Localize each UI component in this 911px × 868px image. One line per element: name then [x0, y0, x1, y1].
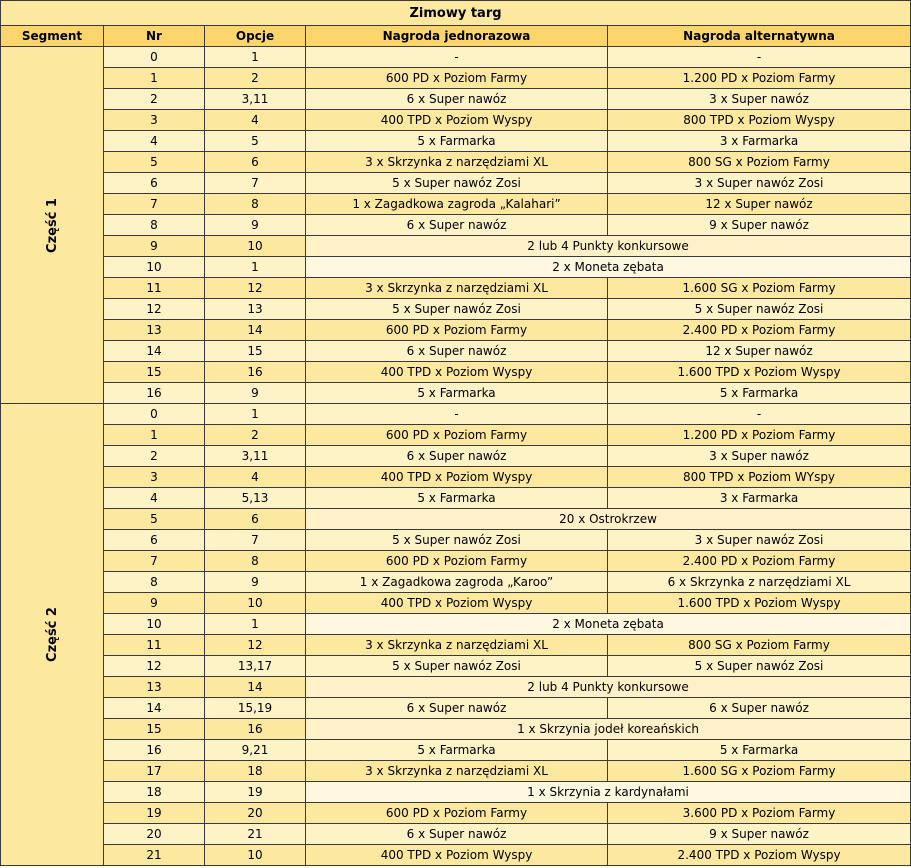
table-row: [1, 509, 911, 530]
merged-reward-cell: 1 x Skrzynia jodeł koreańskich: [306, 719, 911, 740]
nr-cell: 11: [104, 278, 205, 299]
opcje-cell: 6: [205, 509, 306, 530]
opcje-cell: 7: [205, 530, 306, 551]
nr-cell: 0: [104, 404, 205, 425]
nr-cell: 2: [104, 446, 205, 467]
opcje-cell: 21: [205, 824, 306, 845]
table-row: [1, 572, 911, 593]
opcje-cell: 7: [205, 173, 306, 194]
opcje-cell: 16: [205, 719, 306, 740]
table-row: [1, 68, 911, 89]
alternative-reward-cell: -: [608, 47, 911, 68]
alternative-reward-cell: 1.200 PD x Poziom Farmy: [608, 68, 911, 89]
alternative-reward-cell: 2.400 PD x Poziom Farmy: [608, 551, 911, 572]
opcje-cell: 2: [205, 425, 306, 446]
table-row: [1, 677, 911, 698]
alternative-reward-cell: 6 x Super nawóz: [608, 698, 911, 719]
table-row: [1, 824, 911, 845]
alternative-reward-cell: 3 x Super nawóz: [608, 446, 911, 467]
alternative-reward-cell: 1.600 SG x Poziom Farmy: [608, 278, 911, 299]
table-row: [1, 47, 911, 68]
table-row: [1, 194, 911, 215]
opcje-cell: 13: [205, 299, 306, 320]
nr-cell: 5: [104, 509, 205, 530]
one-time-reward-cell: 6 x Super nawóz: [306, 698, 608, 719]
nr-cell: 12: [104, 656, 205, 677]
one-time-reward-cell: 3 x Skrzynka z narzędziami XL: [306, 761, 608, 782]
nr-cell: 15: [104, 362, 205, 383]
table-row: [1, 131, 911, 152]
nr-cell: 1: [104, 425, 205, 446]
table-row: [1, 593, 911, 614]
opcje-cell: 15: [205, 341, 306, 362]
table-row: [1, 530, 911, 551]
one-time-reward-cell: 1 x Zagadkowa zagroda „Kalahari”: [306, 194, 608, 215]
table-row: [1, 467, 911, 488]
one-time-reward-cell: 5 x Super nawóz Zosi: [306, 530, 608, 551]
table-row: [1, 446, 911, 467]
opcje-cell: 16: [205, 362, 306, 383]
one-time-reward-cell: 600 PD x Poziom Farmy: [306, 551, 608, 572]
alternative-reward-cell: 9 x Super nawóz: [608, 215, 911, 236]
merged-reward-cell: 2 x Moneta zębata: [306, 257, 911, 278]
opcje-cell: 3,11: [205, 446, 306, 467]
nr-cell: 4: [104, 488, 205, 509]
nr-cell: 10: [104, 614, 205, 635]
alternative-reward-cell: 12 x Super nawóz: [608, 194, 911, 215]
opcje-cell: 15,19: [205, 698, 306, 719]
one-time-reward-cell: 6 x Super nawóz: [306, 824, 608, 845]
segment-label: Część 1: [44, 197, 60, 253]
nr-cell: 7: [104, 551, 205, 572]
opcje-cell: 9: [205, 383, 306, 404]
table-row: [1, 740, 911, 761]
one-time-reward-cell: 5 x Super nawóz Zosi: [306, 299, 608, 320]
table-row: [1, 215, 911, 236]
table-row: [1, 299, 911, 320]
opcje-cell: 9: [205, 215, 306, 236]
one-time-reward-cell: 400 TPD x Poziom Wyspy: [306, 110, 608, 131]
one-time-reward-cell: 400 TPD x Poziom Wyspy: [306, 467, 608, 488]
segment-label: Część 2: [44, 607, 60, 662]
nr-cell: 7: [104, 194, 205, 215]
opcje-cell: 9: [205, 572, 306, 593]
opcje-cell: 14: [205, 320, 306, 341]
opcje-cell: 4: [205, 110, 306, 131]
header-opcje: Opcje: [205, 26, 306, 47]
title-row: [1, 1, 911, 26]
alternative-reward-cell: 6 x Skrzynka z narzędziami XL: [608, 572, 911, 593]
nr-cell: 6: [104, 173, 205, 194]
opcje-cell: 10: [205, 236, 306, 257]
nr-cell: 0: [104, 47, 205, 68]
alternative-reward-cell: 5 x Farmarka: [608, 740, 911, 761]
nr-cell: 15: [104, 719, 205, 740]
header-alternative-reward: Nagroda alternatywna: [608, 26, 911, 47]
table-row: [1, 614, 911, 635]
opcje-cell: 1: [205, 257, 306, 278]
segment-cell: [1, 404, 104, 866]
one-time-reward-cell: 1 x Zagadkowa zagroda „Karoo”: [306, 572, 608, 593]
one-time-reward-cell: 600 PD x Poziom Farmy: [306, 320, 608, 341]
alternative-reward-cell: 1.200 PD x Poziom Farmy: [608, 425, 911, 446]
nr-cell: 3: [104, 467, 205, 488]
header-nr: Nr: [104, 26, 205, 47]
alternative-reward-cell: 800 SG x Poziom Farmy: [608, 152, 911, 173]
alternative-reward-cell: 1.600 SG x Poziom Farmy: [608, 761, 911, 782]
table-body: [1, 47, 911, 866]
one-time-reward-cell: 5 x Farmarka: [306, 740, 608, 761]
opcje-cell: 6: [205, 152, 306, 173]
table-row: [1, 110, 911, 131]
merged-reward-cell: 2 lub 4 Punkty konkursowe: [306, 236, 911, 257]
table-row: [1, 320, 911, 341]
opcje-cell: 3,11: [205, 89, 306, 110]
nr-cell: 21: [104, 845, 205, 866]
alternative-reward-cell: 9 x Super nawóz: [608, 824, 911, 845]
opcje-cell: 4: [205, 467, 306, 488]
one-time-reward-cell: 5 x Super nawóz Zosi: [306, 656, 608, 677]
one-time-reward-cell: 5 x Farmarka: [306, 488, 608, 509]
opcje-cell: 5,13: [205, 488, 306, 509]
nr-cell: 9: [104, 593, 205, 614]
one-time-reward-cell: 400 TPD x Poziom Wyspy: [306, 593, 608, 614]
nr-cell: 11: [104, 635, 205, 656]
opcje-cell: 10: [205, 593, 306, 614]
alternative-reward-cell: 3 x Farmarka: [608, 488, 911, 509]
table-row: [1, 89, 911, 110]
one-time-reward-cell: 3 x Skrzynka z narzędziami XL: [306, 278, 608, 299]
one-time-reward-cell: 600 PD x Poziom Farmy: [306, 68, 608, 89]
nr-cell: 6: [104, 530, 205, 551]
alternative-reward-cell: 12 x Super nawóz: [608, 341, 911, 362]
table-row: [1, 341, 911, 362]
nr-cell: 3: [104, 110, 205, 131]
one-time-reward-cell: -: [306, 404, 608, 425]
nr-cell: 17: [104, 761, 205, 782]
table-row: [1, 488, 911, 509]
alternative-reward-cell: 3 x Farmarka: [608, 131, 911, 152]
table-row: [1, 635, 911, 656]
one-time-reward-cell: 3 x Skrzynka z narzędziami XL: [306, 635, 608, 656]
merged-reward-cell: 1 x Skrzynia z kardynałami: [306, 782, 911, 803]
opcje-cell: 8: [205, 551, 306, 572]
opcje-cell: 12: [205, 635, 306, 656]
table-row: [1, 152, 911, 173]
table-row: [1, 803, 911, 824]
alternative-reward-cell: 800 TPD x Poziom WYspy: [608, 467, 911, 488]
nr-cell: 9: [104, 236, 205, 257]
alternative-reward-cell: 5 x Farmarka: [608, 383, 911, 404]
one-time-reward-cell: 6 x Super nawóz: [306, 89, 608, 110]
table-row: [1, 719, 911, 740]
nr-cell: 10: [104, 257, 205, 278]
header-segment: Segment: [1, 26, 104, 47]
header-row: [1, 26, 911, 47]
opcje-cell: 19: [205, 782, 306, 803]
one-time-reward-cell: 5 x Super nawóz Zosi: [306, 173, 608, 194]
opcje-cell: 18: [205, 761, 306, 782]
nr-cell: 8: [104, 215, 205, 236]
table-row: [1, 383, 911, 404]
table-row: [1, 278, 911, 299]
opcje-cell: 5: [205, 131, 306, 152]
table-row: [1, 257, 911, 278]
alternative-reward-cell: 1.600 TPD x Poziom Wyspy: [608, 362, 911, 383]
alternative-reward-cell: 800 TPD x Poziom Wyspy: [608, 110, 911, 131]
nr-cell: 13: [104, 677, 205, 698]
alternative-reward-cell: 3 x Super nawóz Zosi: [608, 173, 911, 194]
one-time-reward-cell: 5 x Farmarka: [306, 131, 608, 152]
table-row: [1, 845, 911, 866]
merged-reward-cell: 20 x Ostrokrzew: [306, 509, 911, 530]
opcje-cell: 10: [205, 845, 306, 866]
nr-cell: 20: [104, 824, 205, 845]
nr-cell: 4: [104, 131, 205, 152]
opcje-cell: 20: [205, 803, 306, 824]
table-row: [1, 425, 911, 446]
nr-cell: 18: [104, 782, 205, 803]
alternative-reward-cell: 3 x Super nawóz Zosi: [608, 530, 911, 551]
nr-cell: 13: [104, 320, 205, 341]
nr-cell: 16: [104, 383, 205, 404]
opcje-cell: 9,21: [205, 740, 306, 761]
table-row: [1, 236, 911, 257]
alternative-reward-cell: 2.400 TPD x Poziom Wyspy: [608, 845, 911, 866]
alternative-reward-cell: 5 x Super nawóz Zosi: [608, 656, 911, 677]
table-title: Zimowy targ: [1, 1, 911, 26]
nr-cell: 19: [104, 803, 205, 824]
opcje-cell: 1: [205, 47, 306, 68]
segment-cell: [1, 47, 104, 404]
opcje-cell: 1: [205, 614, 306, 635]
table-row: [1, 782, 911, 803]
opcje-cell: 2: [205, 68, 306, 89]
opcje-cell: 1: [205, 404, 306, 425]
opcje-cell: 8: [205, 194, 306, 215]
one-time-reward-cell: 6 x Super nawóz: [306, 341, 608, 362]
nr-cell: 2: [104, 89, 205, 110]
nr-cell: 14: [104, 698, 205, 719]
nr-cell: 5: [104, 152, 205, 173]
one-time-reward-cell: 600 PD x Poziom Farmy: [306, 425, 608, 446]
table-row: [1, 404, 911, 425]
one-time-reward-cell: 5 x Farmarka: [306, 383, 608, 404]
table-row: [1, 656, 911, 677]
nr-cell: 12: [104, 299, 205, 320]
nr-cell: 1: [104, 68, 205, 89]
one-time-reward-cell: 6 x Super nawóz: [306, 215, 608, 236]
one-time-reward-cell: 6 x Super nawóz: [306, 446, 608, 467]
alternative-reward-cell: 3.600 PD x Poziom Farmy: [608, 803, 911, 824]
alternative-reward-cell: 3 x Super nawóz: [608, 89, 911, 110]
merged-reward-cell: 2 lub 4 Punkty konkursowe: [306, 677, 911, 698]
nr-cell: 14: [104, 341, 205, 362]
nr-cell: 16: [104, 740, 205, 761]
opcje-cell: 13,17: [205, 656, 306, 677]
one-time-reward-cell: -: [306, 47, 608, 68]
table-row: [1, 551, 911, 572]
table-row: [1, 362, 911, 383]
alternative-reward-cell: -: [608, 404, 911, 425]
alternative-reward-cell: 5 x Super nawóz Zosi: [608, 299, 911, 320]
opcje-cell: 12: [205, 278, 306, 299]
header-one-time-reward: Nagroda jednorazowa: [306, 26, 608, 47]
one-time-reward-cell: 400 TPD x Poziom Wyspy: [306, 845, 608, 866]
table-row: [1, 173, 911, 194]
opcje-cell: 14: [205, 677, 306, 698]
table-row: [1, 761, 911, 782]
one-time-reward-cell: 400 TPD x Poziom Wyspy: [306, 362, 608, 383]
nr-cell: 8: [104, 572, 205, 593]
alternative-reward-cell: 800 SG x Poziom Farmy: [608, 635, 911, 656]
table-row: [1, 698, 911, 719]
alternative-reward-cell: 1.600 TPD x Poziom Wyspy: [608, 593, 911, 614]
merged-reward-cell: 2 x Moneta zębata: [306, 614, 911, 635]
one-time-reward-cell: 3 x Skrzynka z narzędziami XL: [306, 152, 608, 173]
one-time-reward-cell: 600 PD x Poziom Farmy: [306, 803, 608, 824]
alternative-reward-cell: 2.400 PD x Poziom Farmy: [608, 320, 911, 341]
